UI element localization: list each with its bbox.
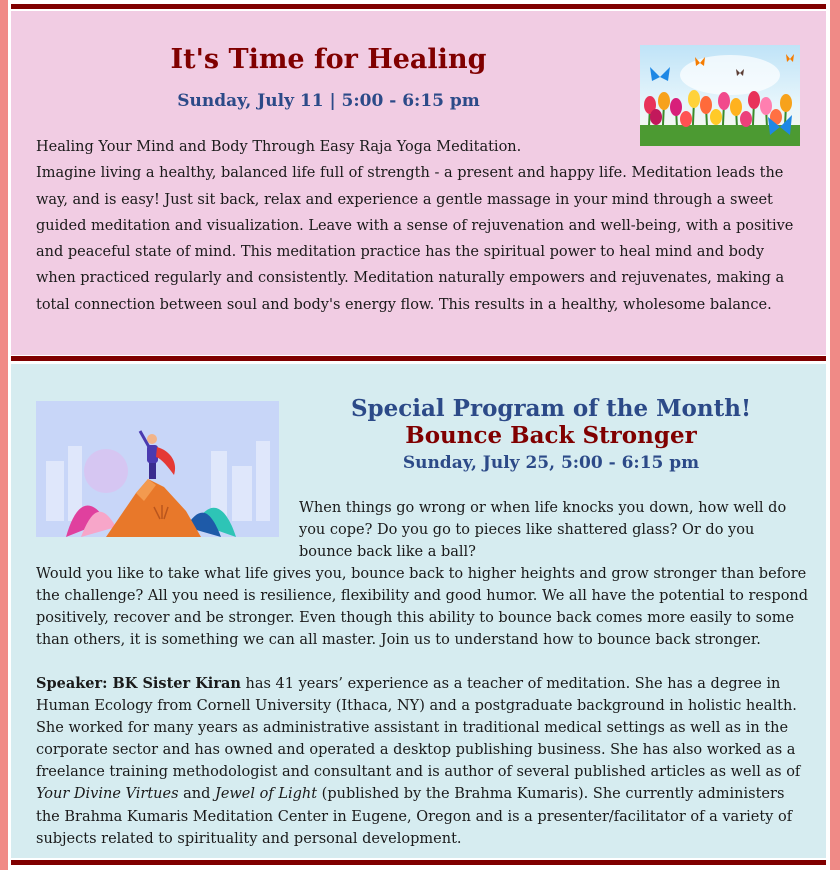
program-intro: When things go wrong or when life knocks you down, how well do you cope? Do you go to pieces like shattered glass? Or do you bounce back like a ball? <box>299 500 787 560</box>
program-date: Sunday, July 25, 5:00 - 6:15 pm <box>402 453 700 473</box>
program-heading: Special Program of the Month! <box>350 395 752 422</box>
event-subtitle: Healing Your Mind and Body Through Easy Raja Yoga Meditation. <box>36 139 522 155</box>
event-body: Imagine living a healthy, balanced life full of strength - a present and happy life. Meditation leads the way, and is easy! Just sit back, relax and experience a gentle massage in your mind through a sweet guided meditation and visualization. Leave with a sense of rejuvenation and well-being, with a positive and peaceful state of mind. This meditation practice has the spiritual power to heal mind and body when practiced regularly and consistently. Meditation naturally empowers and rejuvenates, making a total connection between soul and body's energy flow. This results in a healthy, wholesome balance. <box>36 165 794 313</box>
speaker-name: Speaker: BK Sister Kiran <box>36 675 241 692</box>
event-title: It's Time for Healing <box>170 44 487 75</box>
mountain-victory-image <box>36 401 279 537</box>
tulips-butterflies-image <box>640 45 800 146</box>
and-text: and <box>178 786 215 803</box>
top-divider <box>11 4 826 9</box>
book-title-2: Jewel of Light <box>215 786 318 803</box>
middle-divider <box>11 356 826 361</box>
bottom-divider <box>11 860 826 865</box>
event-description <box>36 134 806 318</box>
program-title: Bounce Back Stronger <box>405 422 697 449</box>
speaker-bio-part-2: (published by the Brahma Kumaris). She currently administers the Brahma Kumaris Meditation Center in Eugene, Oregon and is a presenter/facilitator of a variety of subjects related to spirituality and personal development. <box>36 786 793 847</box>
healing-event-section <box>11 11 826 355</box>
program-body: Would you like to take what life gives you, bounce back to higher heights and grow stronger than before the challenge? All you need is resilience, flexibility and good humor. We all have the potential to respond positively, recover and be stronger. Even though this ability to bounce back comes more easily to some than others, it is something we can all master. Join us to understand how to bounce back stronger. <box>36 566 809 648</box>
speaker-bio <box>36 673 811 850</box>
book-title-1: Your Divine Virtues <box>36 786 179 803</box>
speaker-bio-part-1: has 41 years’ experience as a teacher of meditation. She has a degree in Human Ecology from Cornell University (Ithaca, NY) and a postgraduate background in holistic health. She worked for many years as administrative assistant in traditional medical settings as well as in the corporate sector and has owned and operated a desktop publishing business. She has also worked as a freelance training methodologist and consultant and is author of several published articles as well as of <box>36 676 801 781</box>
event-date: Sunday, July 11 | 5:00 - 6:15 pm <box>177 91 480 111</box>
special-program-section <box>11 364 826 858</box>
